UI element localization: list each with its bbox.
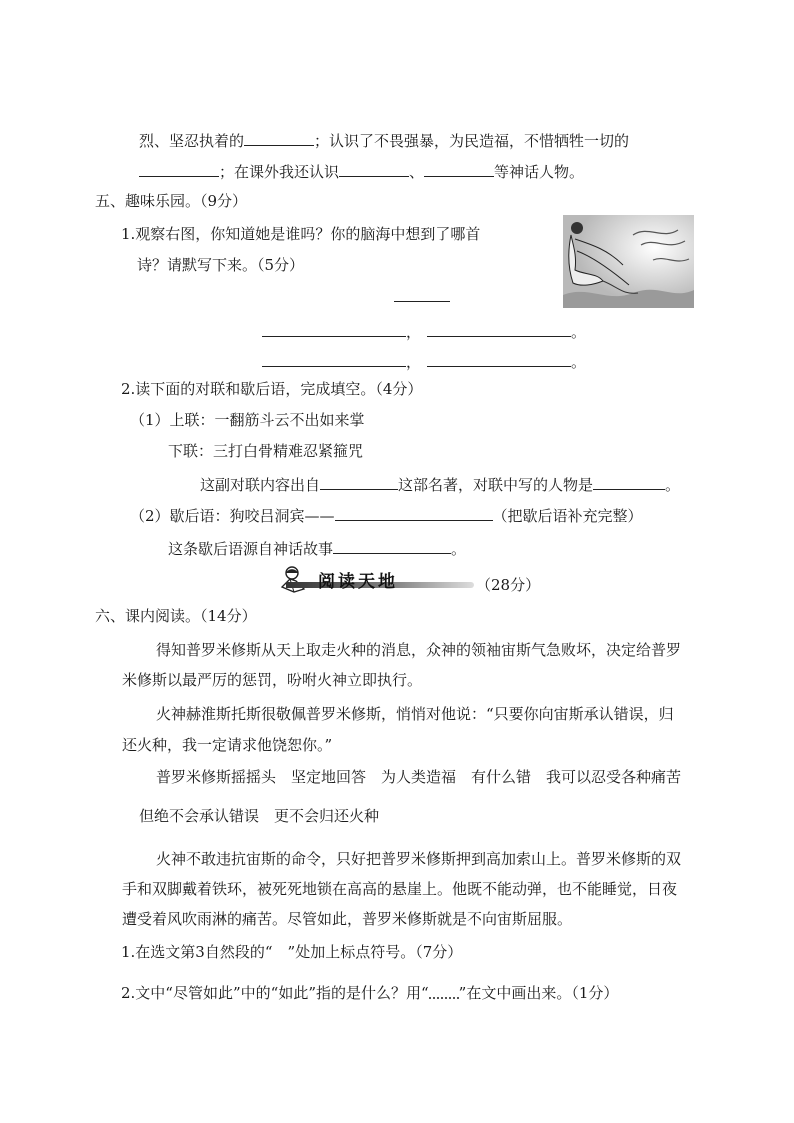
xiehouyu-question [168,537,466,559]
period: 。 [571,353,587,371]
reading-banner [276,565,476,595]
answer-blank[interactable] [424,160,494,177]
q4-line2-text-a: ；在课外我还认识 [219,163,340,181]
poem-blank[interactable] [262,320,406,337]
xiehouyu-text-b: （把歇后语补充完整） [492,507,643,525]
q4-line1 [139,129,629,151]
passage-p1-line2: 米修斯以最严厉的惩罚，吩咐火神立即执行。 [122,671,423,689]
q4-line1-text-b: ；认识了不畏强暴，为民造福，不惜牺牲一切的 [314,132,630,150]
passage-p3-line2: 但绝不会承认错误 更不会归还火种 [139,807,380,825]
couplet-question [200,473,680,495]
comma: ， [406,323,422,341]
poem-blank[interactable] [262,350,406,367]
banner-title: 阅读天地 [318,572,398,592]
comma: ， [406,353,422,371]
answer-blank[interactable] [593,473,665,490]
passage-p2-line1: 火神赫淮斯托斯很敬佩普罗米修斯，悄悄对他说：“只要你向宙斯承认错误，归 [156,705,674,723]
section5-title: 五、趣味乐园。（9分） [95,192,248,210]
couplet-down: 下联：三打白骨精难忍紧箍咒 [168,442,364,460]
q6-question2 [121,983,618,1003]
couplet-q-text-b: 这部名著，对联中写的人物是 [398,476,594,494]
answer-blank[interactable] [335,504,493,521]
poem-blank[interactable] [427,320,571,337]
answer-blank[interactable] [320,473,398,490]
couplet-q-text-a: 这副对联内容出自 [200,476,321,494]
xiehouyu-line [130,504,643,526]
q6-question1: 1.在选文第3自然段的“ ”处加上标点符号。（7分） [121,943,463,961]
answer-blank[interactable] [139,160,219,177]
reading-child-icon [276,565,310,595]
answer-blank[interactable] [244,129,314,146]
couplet-up: （1）上联：一翻筋斗云不出如来掌 [130,411,365,429]
q4-line2-text-c: 等神话人物。 [494,163,585,181]
xiehouyu-q-text-b: 。 [451,540,467,558]
q4-line2 [139,160,584,182]
q6-question2-text-a: 2.文中“尽管如此”中的“如此”指的是什么？用“ [121,984,429,1002]
poem-title-blank[interactable] [394,285,450,302]
passage-p1-line1: 得知普罗米修斯从天上取走火种的消息，众神的领袖宙斯气急败坏，决定给普罗 [156,641,682,659]
poem-line2 [262,350,586,372]
q6-question2-text-b: ”在文中画出来。（1分） [458,984,619,1002]
q4-line2-text-b: 、 [409,163,425,181]
poem-title-blank-row [394,285,450,307]
passage-p4-line3: 遭受着风吹雨淋的痛苦。尽管如此，普罗米修斯就是不向宙斯屈服。 [122,910,573,928]
passage-p3-line1: 普罗米修斯摇摇头 坚定地回答 为人类造福 有什么错 我可以忍受各种痛苦 [156,768,682,786]
passage-p4-line1: 火神不敢违抗宙斯的命令，只好把普罗米修斯押到高加索山上。普罗米修斯的双 [156,850,682,868]
xiehouyu-text-a: （2）歇后语：狗咬吕洞宾—— [130,507,335,525]
poem-line1 [262,320,586,342]
change-illustration [563,215,694,308]
poem-blank[interactable] [427,350,571,367]
section6-title: 六、课内阅读。（14分） [95,607,257,625]
q5-item1-line2: 诗？请默写下来。（5分） [137,256,305,274]
q4-line1-text-a: 烈、坚忍执着的 [139,132,245,150]
answer-blank[interactable] [333,537,451,554]
passage-p2-line2: 还火种，我一定请求他饶恕你。” [122,736,333,754]
passage-p4-line2: 手和双脚戴着铁环，被死死地锁在高高的悬崖上。他既不能动弹，也不能睡觉，日夜 [122,880,678,898]
q5-item1-line1: 1.观察右图，你知道她是谁吗？你的脑海中想到了哪首 [121,225,481,243]
q5-item2-title: 2.读下面的对联和歇后语，完成填空。（4分） [121,380,423,398]
xiehouyu-q-text-a: 这条歇后语源自神话故事 [168,540,334,558]
answer-blank[interactable] [339,160,409,177]
couplet-q-text-c: 。 [665,476,681,494]
wavy-underline-mark [429,989,459,999]
banner-score: （28分） [476,576,541,594]
period: 。 [571,323,587,341]
